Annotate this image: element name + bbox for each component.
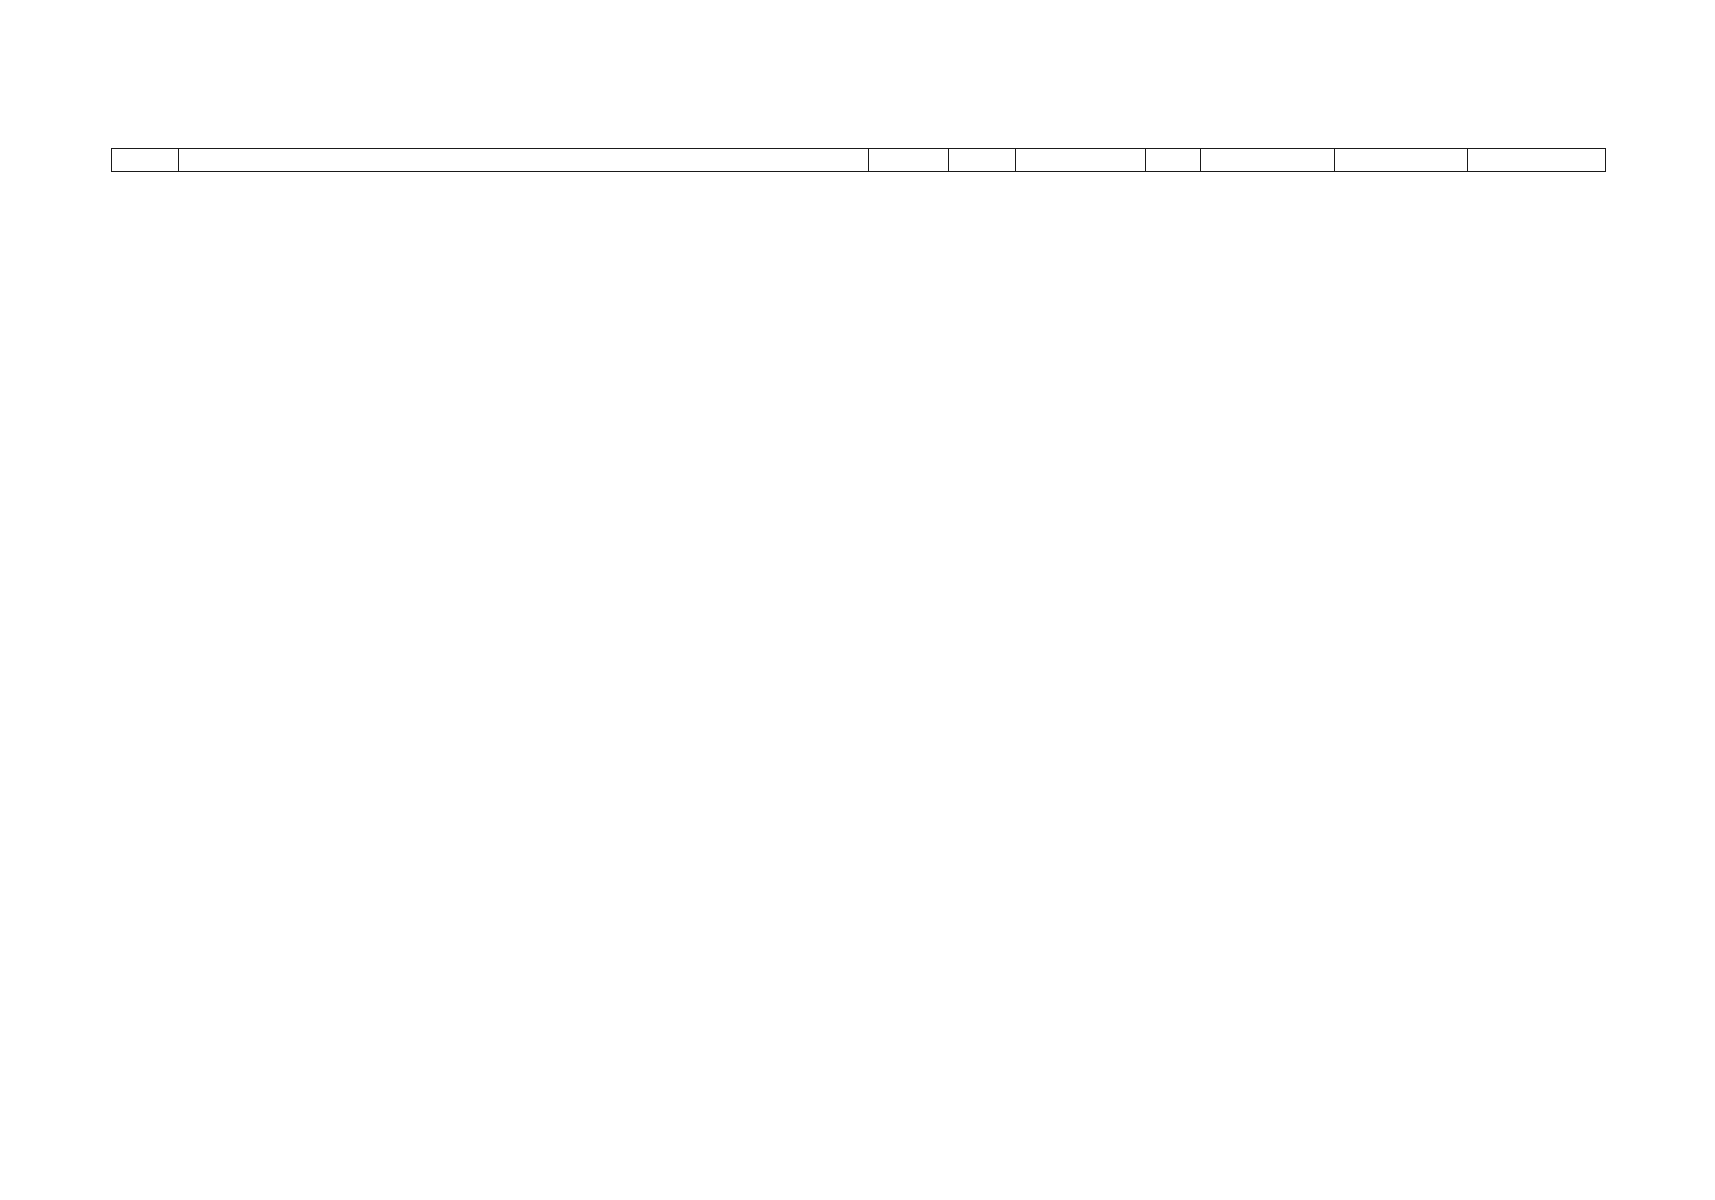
header-col-4 (949, 149, 1016, 172)
header-col-8 (1335, 149, 1468, 172)
header-col-5 (1016, 149, 1146, 172)
header-col-9 (1468, 149, 1606, 172)
budget-table (111, 148, 1606, 172)
header-col-2 (179, 149, 869, 172)
header-col-6 (1146, 149, 1201, 172)
column-number-header (112, 149, 1606, 172)
header-col-7 (1201, 149, 1335, 172)
header-col-1 (112, 149, 179, 172)
header-col-3 (869, 149, 949, 172)
